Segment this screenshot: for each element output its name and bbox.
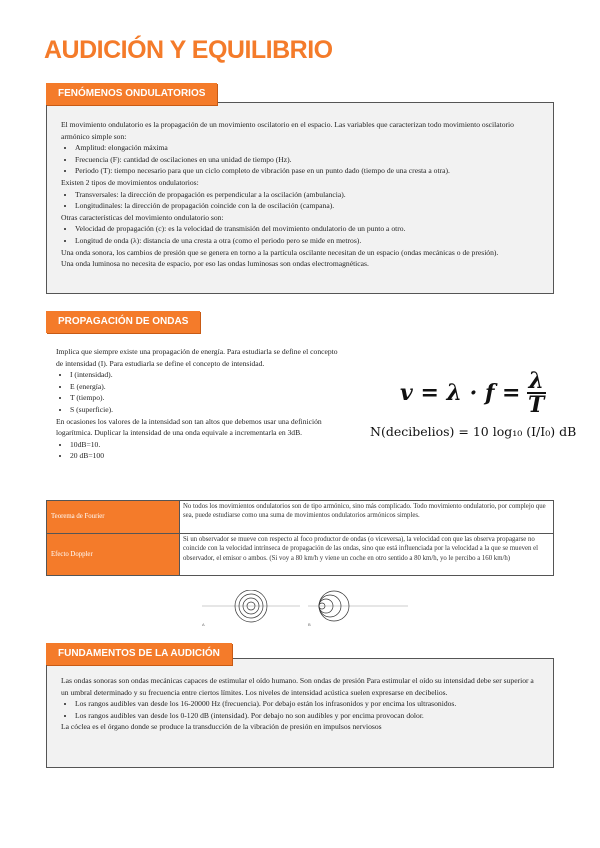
definition-text: Si un observador se mueve con respecto al foco productor de ondas (o viceversa), la velocidad con que las observa propagarse no coincide con la velocidad intrínseca de propagación de las ondas, sino que está influenciada por la velocidad a la que se mueven el observador, el emisor o ambos. (Si voy a 80 km/h y viene un coche en otro sentido a 80 km/h, yo le percibo a 160 km/h) (180, 534, 554, 576)
tipos-list (61, 189, 539, 212)
list-item: • Amplitud: elongación máxima (75, 142, 539, 154)
figure-label-b: B (308, 622, 311, 627)
audicion-box (46, 658, 554, 768)
formula-numerator: λ (528, 368, 544, 394)
section-heading-ondulatorios: FENÓMENOS ONDULATORIOS (46, 83, 217, 105)
formula-denominator: T (528, 392, 545, 418)
list-item: • I (intensidad). (70, 369, 346, 381)
propagacion-text (56, 346, 346, 462)
definitions-table (46, 500, 554, 576)
db-examples-list (56, 439, 346, 462)
velocity-formula (400, 370, 546, 416)
list-item: • Periodo (T): tiempo necesario para que un ciclo completo de vibración pase en un punto dado (tiempo de una cresta a otra). (75, 165, 539, 177)
caract-intro: Otras características del movimiento ondulatorio son: (61, 212, 224, 222)
list-item: • 20 dB=100 (70, 450, 346, 462)
list-item: • Frecuencia (F): cantidad de oscilaciones en una unidad de tiempo (Hz). (75, 154, 539, 166)
decibel-formula: N(decibelios) = 10 log₁₀ (I/I₀) dB (370, 424, 577, 439)
list-item: • Los rangos audibles van desde los 0-120 dB (intensidad). Por debajo no son audibles y por encima provocan dolor. (75, 710, 539, 722)
list-item: • Longitudinales: la dirección de propagación coincide con la de oscilación (campana). (75, 200, 539, 212)
section-heading-propagacion: PROPAGACIÓN DE ONDAS (46, 311, 200, 333)
figure-label-a: A (202, 622, 205, 627)
list-item: • Longitud de onda (λ): distancia de una cresta a otra (como el periodo pero se mide en metros). (75, 235, 539, 247)
ondulatorios-vars-list (61, 142, 539, 177)
onda-luminosa-text: Una onda luminosa no necesita de espacio, por eso las ondas luminosas son ondas electromagnéticas. (61, 259, 369, 269)
ondulatorios-box (46, 102, 554, 294)
tipos-intro: Existen 2 tipos de movimientos ondulatorios: (61, 177, 199, 187)
caract-list (61, 223, 539, 246)
list-item: • Velocidad de propagación (c): es la velocidad de transmisión del movimiento ondulatorio de un punto a otro. (75, 223, 539, 235)
list-item: • Transversales: la dirección de propagación es perpendicular a la oscilación (ambulancia). (75, 189, 539, 201)
formula-fraction (527, 370, 546, 416)
list-item: • S (superficie). (70, 404, 346, 416)
list-item: • 10dB=10. (70, 439, 346, 451)
definition-term: Efecto Doppler (47, 534, 180, 576)
list-item: • E (energía). (70, 381, 346, 393)
ondulatorios-intro: El movimiento ondulatorio es la propagación de un movimiento oscilatorio en el espacio. Las variables que caracterizan todo movimiento oscilatorio armónico simple son: (61, 120, 514, 141)
list-item: • Los rangos audibles van desde los 16-20000 Hz (frecuencia). Por debajo están los infrasonidos y por encima los ultrasonidos. (75, 698, 539, 710)
rangos-list (61, 698, 539, 721)
onda-sonora-text: Una onda sonora, los cambios de presión que se genera en torno a la partícula oscilante necesitan de un espacio (ondas mecánicas o de presión). (61, 247, 499, 257)
doppler-diagram (200, 590, 410, 630)
formula-lhs: v = λ · f = (400, 380, 521, 406)
table-row (47, 501, 554, 534)
db-text: En ocasiones los valores de la intensidad son tan altos que debemos usar una definición logarítmica. Duplicar la intensidad de una onda equivale a incrementarla en 3dB. (56, 416, 322, 438)
audicion-intro: Las ondas sonoras son ondas mecánicas capaces de estimular el oído humano. Son ondas de presión Para estimular el oído su intensidad debe ser superior a un umbral determinado y su frecuencia entre ciertos límites. Los niveles de intensidad acústica suelen expresarse en decibelios. (61, 676, 534, 697)
coclea-text: La cóclea es el órgano donde se produce la transducción de la vibración de presión en impulsos nerviosos (61, 722, 382, 732)
definition-term: Teorema de Fourier (47, 501, 180, 534)
section-heading-audicion: FUNDAMENTOS DE LA AUDICIÓN (46, 643, 232, 665)
definition-text: No todos los movimientos ondulatorios son de tipo armónico, sino más complicado. Todo movimiento ondulatorio, por complejo que sea, puede estudiarse como una suma de movimientos ondulatorios armónicos simples. (180, 501, 554, 534)
list-item: • T (tiempo). (70, 392, 346, 404)
table-row (47, 534, 554, 576)
page-title: AUDICIÓN Y EQUILIBRIO (44, 36, 333, 64)
propagacion-intro: Implica que siempre existe una propagación de energía. Para estudiarla se define el concepto de intensidad (I). Para estudiarla se define el concepto de intensidad. (56, 347, 338, 368)
propagacion-vars-list (56, 369, 346, 415)
